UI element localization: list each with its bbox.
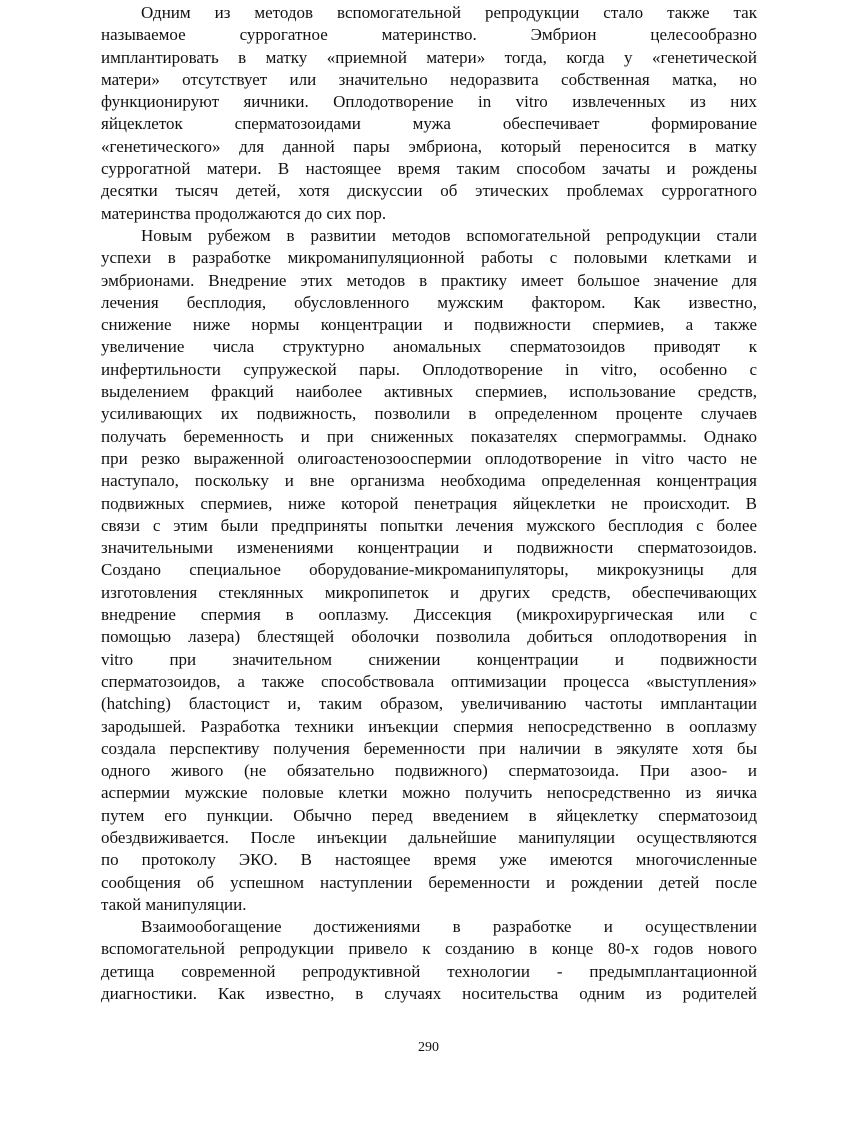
text-line: при резко выраженной олигоастенозооспермии оплодотворение in vitro часто не (101, 448, 757, 468)
text-line: инфертильности супружеской пары. Оплодотворение in vitro, особенно с (101, 359, 757, 379)
text-line: помощью лазера) блестящей оболочки позволила добиться оплодотворения in (101, 627, 757, 647)
text-line: имплантировать в матку «приемной матери» тогда, когда у «генетической (101, 47, 757, 67)
text-line: одного живого (не обязательно подвижного) сперматозоида. При азоо- и (101, 761, 757, 781)
text-line: сообщения об успешном наступлении беременности и рождении детей после (101, 872, 757, 892)
page-number: 290 (418, 1040, 439, 1055)
text-line: подвижных спермиев, ниже которой пенетрация яйцеклетки не происходит. В (101, 493, 757, 513)
text-line: путем его пункции. Обычно перед введением в яйцеклетку сперматозоид (101, 805, 757, 825)
text-line: диагностики. Как известно, в случаях носительства одним из родителей (101, 984, 757, 1004)
text-line: успехи в разработке микроманипуляционной работы с половыми клетками и (101, 248, 757, 268)
text-line: зародышей. Разработка техники инъекции спермия непосредственно в ооплазму (101, 716, 757, 736)
document-page (101, 2, 757, 1005)
text-line: эмбрионами. Внедрение этих методов в практику имеет большое значение для (101, 270, 757, 290)
text-line: vitro при значительном снижении концентрации и подвижности (101, 649, 757, 669)
text-line: наступало, поскольку и вне организма необходима определенная концентрация (101, 471, 757, 491)
text-line: яйцеклеток сперматозоидами мужа обеспечивает формирование (101, 114, 757, 134)
text-line: аспермии мужские половые клетки можно получить непосредственно из яичка (101, 783, 757, 803)
text-line: снижение ниже нормы концентрации и подвижности спермиев, а также (101, 315, 757, 335)
text-line: такой манипуляции. (101, 894, 247, 914)
text-line: внедрение спермия в ооплазму. Диссекция (микрохирургическая или с (101, 605, 757, 625)
text-line: «генетического» для данной пары эмбриона, который переносится в матку (101, 136, 757, 156)
text-line: Создано специальное оборудование-микроманипуляторы, микрокузницы для (101, 560, 757, 580)
text-line: усиливающих их подвижность, позволили в определенном проценте случаев (101, 404, 757, 424)
text-line: Взаимообогащение достижениями в разработке и осуществлении (141, 917, 757, 937)
text-line: десятки тысяч детей, хотя дискуссии об этических проблемах суррогатного (101, 181, 757, 201)
text-line: выделением фракций наиболее активных спермиев, использование средств, (101, 382, 757, 402)
paragraph-micromanipulation (101, 225, 757, 916)
text-line: значительными изменениями концентрации и подвижности сперматозоидов. (101, 538, 757, 558)
text-line: функционируют яичники. Оплодотворение in vitro извлеченных из них (101, 92, 757, 112)
text-line: суррогатной матери. В настоящее время таким способом зачаты и рождены (101, 159, 757, 179)
text-line: Новым рубежом в развитии методов вспомогательной репродукции стали (141, 225, 757, 245)
text-line: материнства продолжаются до сих пор. (101, 203, 387, 223)
text-line: Одним из методов вспомогательной репродукции стало также так (141, 3, 757, 22)
text-line: получать беременность и при сниженных показателях спермограммы. Однако (101, 426, 757, 446)
text-line: сперматозоидов, а также способствовала оптимизации процесса «выступления» (101, 671, 757, 691)
text-line: вспомогательной репродукции привело к созданию в конце 80-х годов нового (101, 939, 757, 959)
text-line: детища современной репродуктивной технологии - предымплантационной (101, 961, 757, 981)
text-line: лечения бесплодия, обусловленного мужским фактором. Как известно, (101, 292, 757, 312)
text-line: связи с этим были предприняты попытки лечения мужского бесплодия с более (101, 515, 757, 535)
text-line: называемое суррогатное материнство. Эмбрион целесообразно (101, 25, 757, 45)
text-line: по протоколу ЭКО. В настоящее время уже имеются многочисленные (101, 850, 757, 870)
text-line: изготовления стеклянных микропипеток и других средств, обеспечивающих (101, 582, 757, 602)
paragraph-preimplantation (101, 916, 757, 1005)
paragraph-surrogacy (101, 2, 757, 225)
text-line: матери» отсутствует или значительно недоразвита собственная матка, но (101, 69, 757, 89)
text-line: обездвиживается. После инъекции дальнейшие манипуляции осуществляются (101, 827, 757, 847)
text-line: увеличение числа структурно аномальных сперматозоидов приводят к (101, 337, 757, 357)
text-line: (hatching) бластоцист и, таким образом, увеличиванию частоты имплантации (101, 694, 757, 714)
text-line: создала перспективу получения беременности при наличии в эякуляте хотя бы (101, 738, 757, 758)
